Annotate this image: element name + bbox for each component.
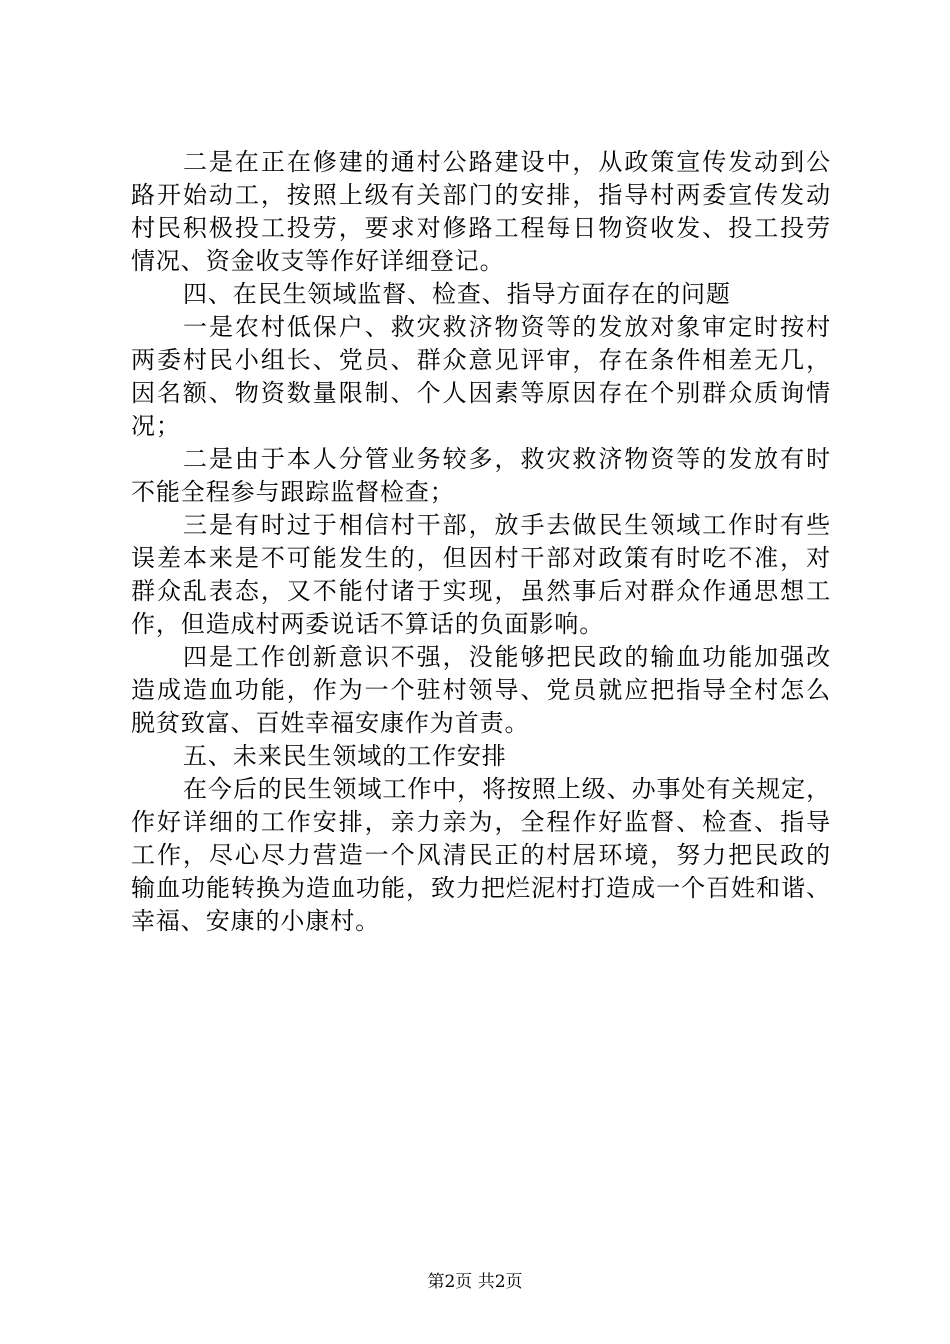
text-line: 脱贫致富、百姓幸福安康作为首责。 bbox=[131, 709, 530, 737]
text-line: 作，但造成村两委说话不算话的负面影响。 bbox=[131, 610, 605, 638]
text-line: 五、未来民生领域的工作安排 bbox=[183, 742, 507, 770]
text-line: 误差本来是不可能发生的，但因村干部对政策有时吃不准，对 bbox=[131, 544, 831, 572]
text-line: 两委村民小组长、党员、群众意见评审，存在条件相差无几， bbox=[131, 346, 831, 374]
text-line: 一是农村低保户、救灾救济物资等的发放对象审定时按村 bbox=[183, 313, 831, 341]
text-line: 情况、资金收支等作好详细登记。 bbox=[131, 247, 505, 275]
text-line: 幸福、安康的小康村。 bbox=[131, 907, 380, 935]
text-line: 四、在民生领域监督、检查、指导方面存在的问题 bbox=[183, 280, 731, 308]
text-line: 四是工作创新意识不强，没能够把民政的输血功能加强改 bbox=[183, 643, 831, 671]
text-line: 村民积极投工投劳，要求对修路工程每日物资收发、投工投劳 bbox=[131, 214, 831, 242]
document-body bbox=[131, 146, 851, 938]
text-line: 二是在正在修建的通村公路建设中，从政策宣传发动到公 bbox=[183, 148, 831, 176]
text-line: 工作，尽心尽力营造一个风清民正的村居环境，努力把民政的 bbox=[131, 841, 831, 869]
text-line: 况； bbox=[131, 412, 181, 440]
page-number: 第2页 共2页 bbox=[427, 1272, 523, 1292]
page-footer bbox=[0, 1272, 950, 1292]
text-line: 因名额、物资数量限制、个人因素等原因存在个别群众质询情 bbox=[131, 379, 831, 407]
text-line: 二是由于本人分管业务较多，救灾救济物资等的发放有时 bbox=[183, 445, 831, 473]
text-line: 群众乱表态，又不能付诸于实现，虽然事后对群众作通思想工 bbox=[131, 577, 831, 605]
text-line: 输血功能转换为造血功能，致力把烂泥村打造成一个百姓和谐、 bbox=[131, 874, 831, 902]
text-line: 在今后的民生领域工作中，将按照上级、办事处有关规定， bbox=[183, 775, 831, 803]
text-line: 作好详细的工作安排，亲力亲为，全程作好监督、检查、指导 bbox=[131, 808, 831, 836]
text-line: 不能全程参与跟踪监督检查； bbox=[131, 478, 455, 506]
text-line: 三是有时过于相信村干部，放手去做民生领域工作时有些 bbox=[183, 511, 831, 539]
text-line: 造成造血功能，作为一个驻村领导、党员就应把指导全村怎么 bbox=[131, 676, 831, 704]
text-line: 路开始动工，按照上级有关部门的安排，指导村两委宣传发动 bbox=[131, 181, 831, 209]
